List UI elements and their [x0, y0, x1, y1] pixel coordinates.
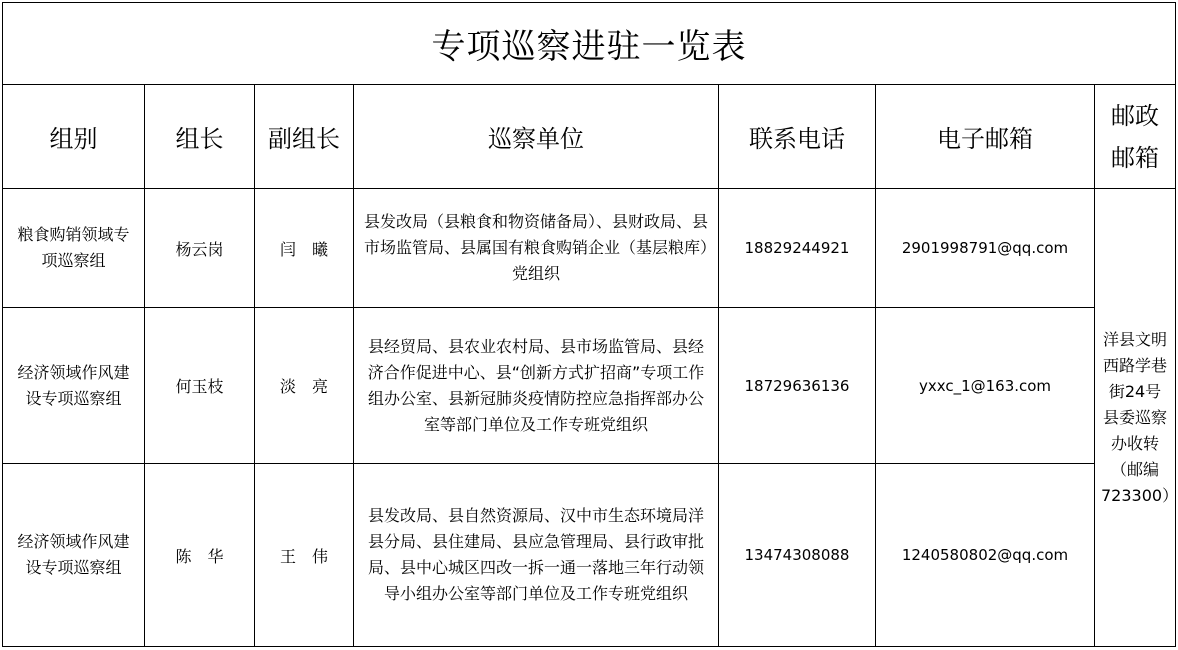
contact-phone: 13474308088 — [719, 464, 876, 647]
table-row — [3, 308, 1176, 464]
leader-name: 杨云岗 — [145, 189, 255, 308]
header-row — [3, 85, 1176, 189]
group-name: 经济领域作风建设专项巡察组 — [3, 308, 145, 464]
patrol-units: 县发改局（县粮食和物资储备局）、县财政局、县市场监管局、县属国有粮食购销企业（基层粮库）党组织 — [354, 189, 719, 308]
header-email: 电子邮箱 — [876, 85, 1095, 189]
leader-name: 陈 华 — [145, 464, 255, 647]
patrol-roster-table — [2, 2, 1176, 647]
contact-email: 1240580802@qq.com — [876, 464, 1095, 647]
contact-phone: 18829244921 — [719, 189, 876, 308]
leader-name: 何玉枝 — [145, 308, 255, 464]
table-title: 专项巡察进驻一览表 — [3, 3, 1176, 85]
postal-address: 洋县文明西路学巷街24号县委巡察办收转（邮编723300） — [1095, 189, 1176, 647]
header-deputy: 副组长 — [255, 85, 354, 189]
header-unit: 巡察单位 — [354, 85, 719, 189]
header-group: 组别 — [3, 85, 145, 189]
contact-phone: 18729636136 — [719, 308, 876, 464]
deputy-name: 王 伟 — [255, 464, 354, 647]
deputy-name: 闫 曦 — [255, 189, 354, 308]
title-row — [3, 3, 1176, 85]
contact-email: yxxc_1@163.com — [876, 308, 1095, 464]
header-postal: 邮政 邮箱 — [1095, 85, 1176, 189]
patrol-units: 县发改局、县自然资源局、汉中市生态环境局洋县分局、县住建局、县应急管理局、县行政审批局、县中心城区四改一拆一通一落地三年行动领导小组办公室等部门单位及工作专班党组织 — [354, 464, 719, 647]
deputy-name: 淡 亮 — [255, 308, 354, 464]
header-leader: 组长 — [145, 85, 255, 189]
table-row — [3, 189, 1176, 308]
group-name: 经济领域作风建设专项巡察组 — [3, 464, 145, 647]
header-phone: 联系电话 — [719, 85, 876, 189]
patrol-units: 县经贸局、县农业农村局、县市场监管局、县经济合作促进中心、县“创新方式扩招商”专项工作组办公室、县新冠肺炎疫情防控应急指挥部办公室等部门单位及工作专班党组织 — [354, 308, 719, 464]
group-name: 粮食购销领域专项巡察组 — [3, 189, 145, 308]
table-row — [3, 464, 1176, 647]
contact-email: 2901998791@qq.com — [876, 189, 1095, 308]
